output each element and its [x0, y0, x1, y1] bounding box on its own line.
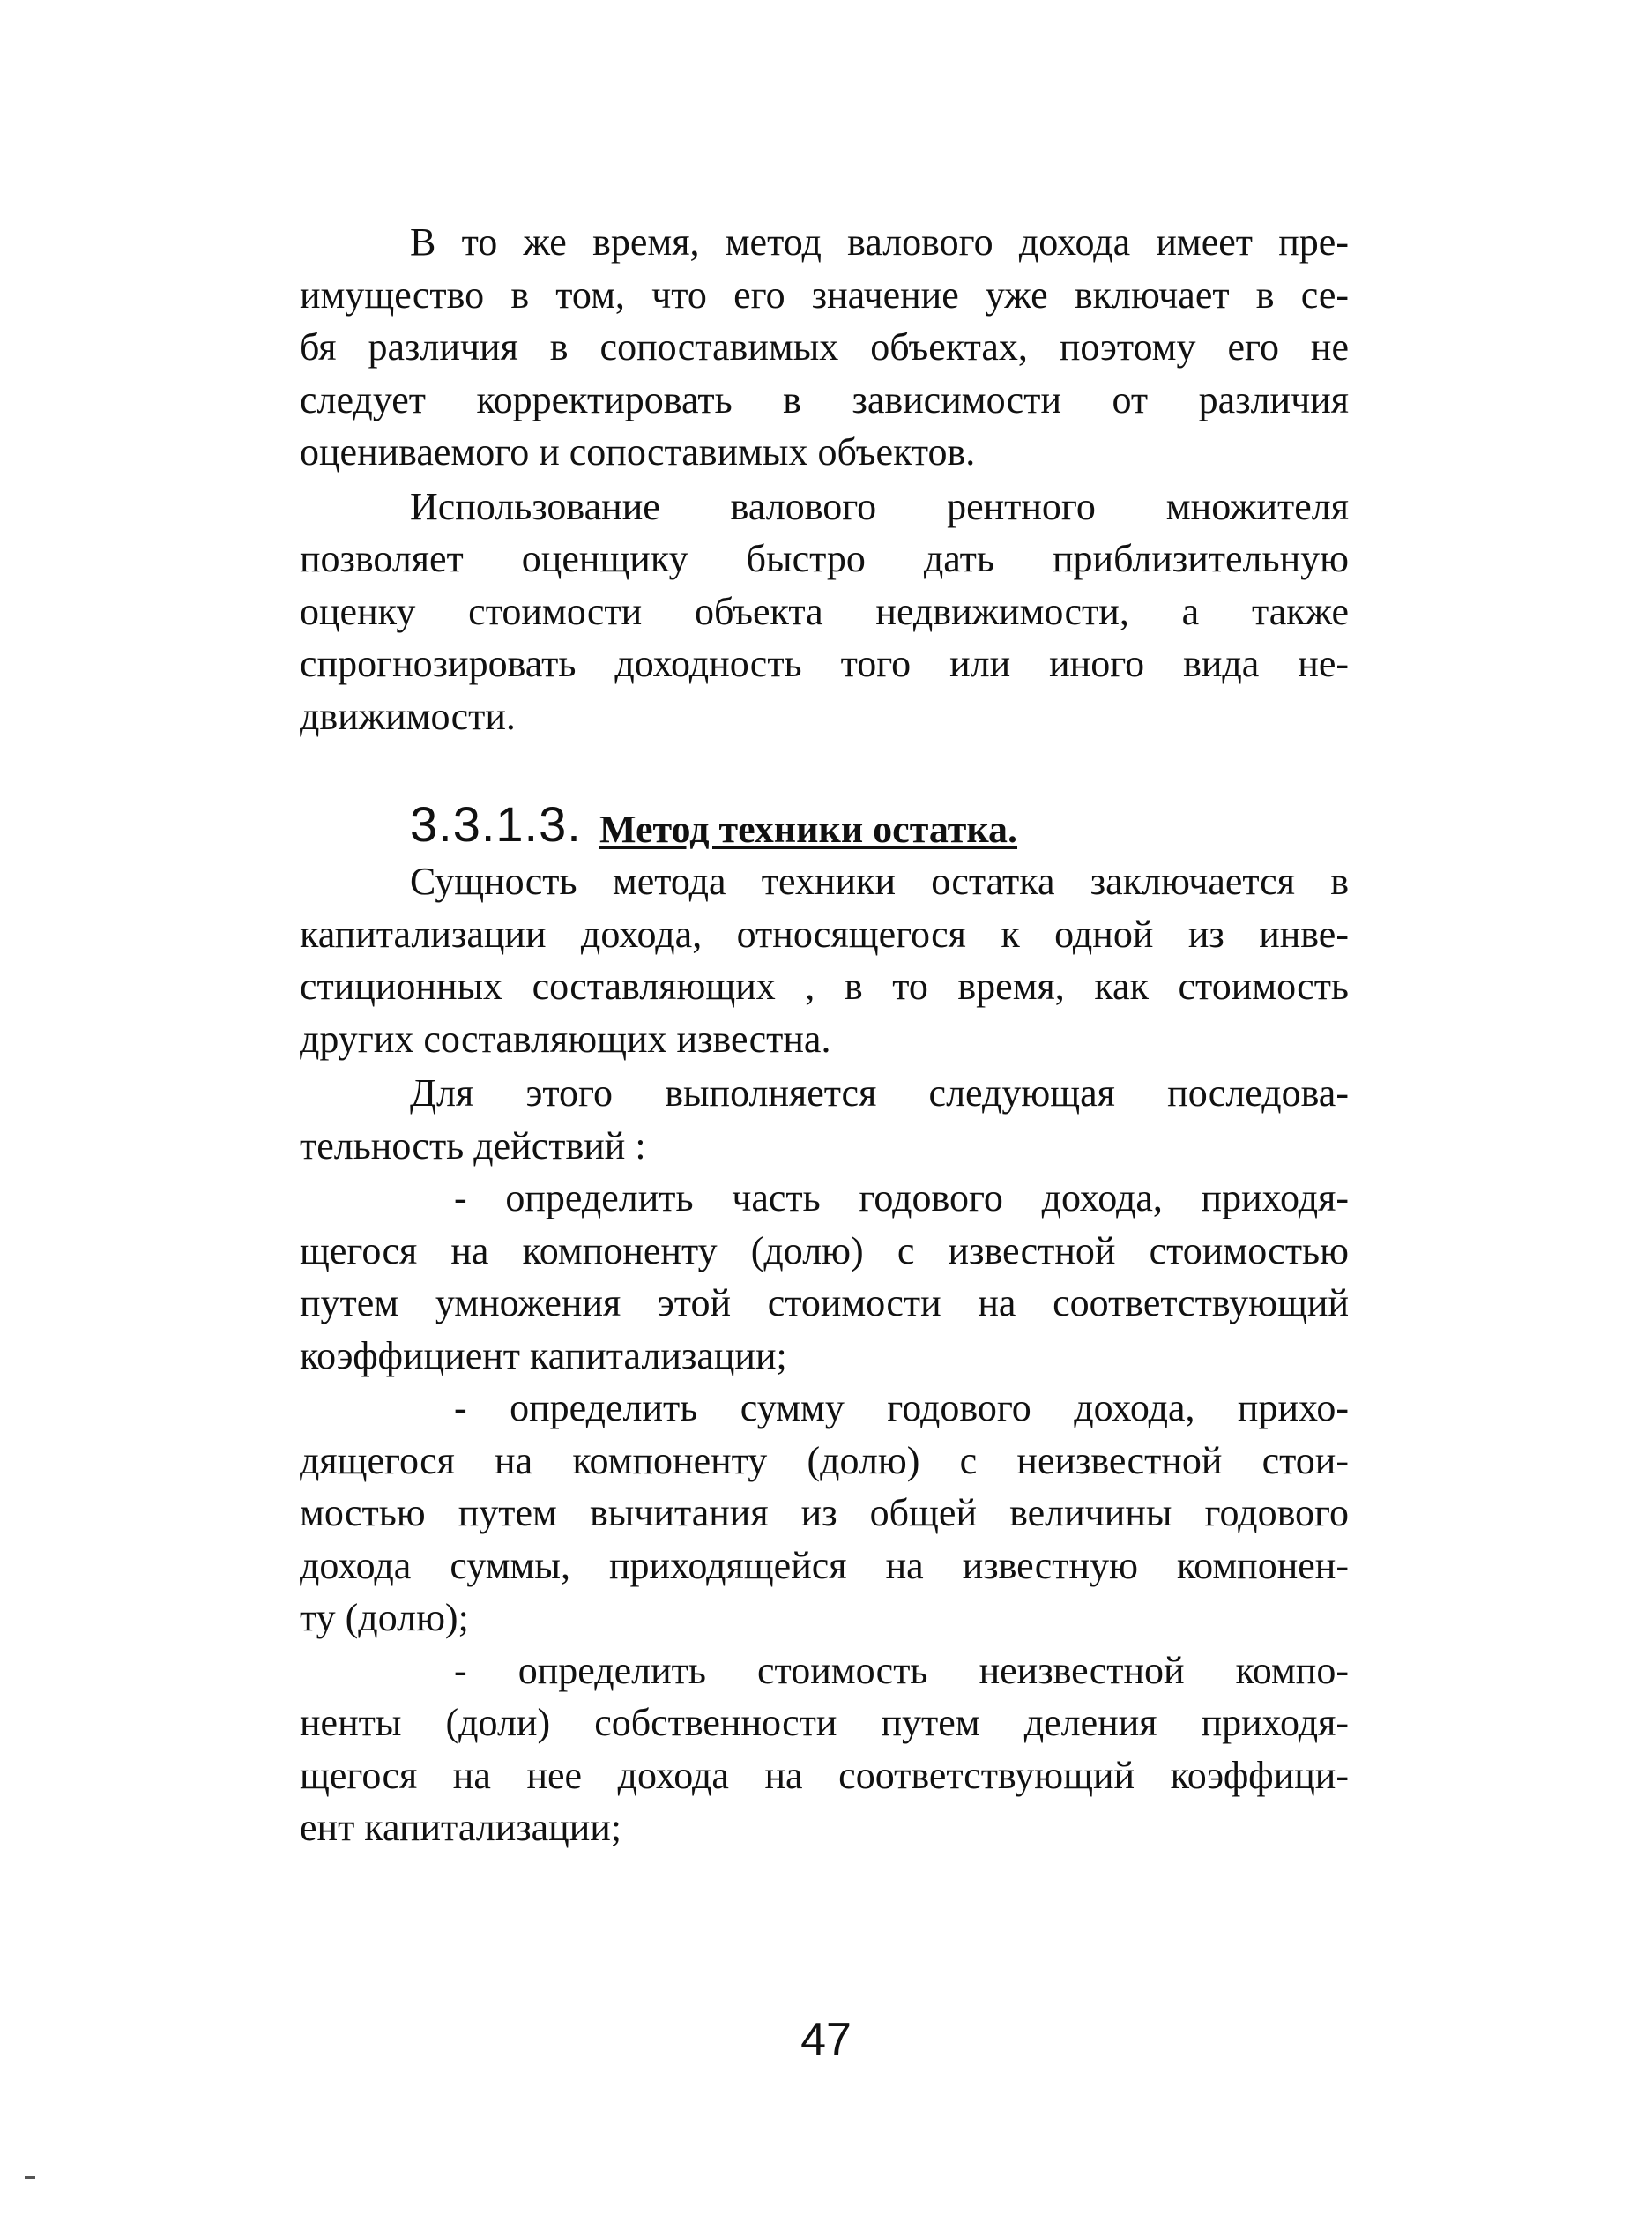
- paragraph-rent-multiplier: [300, 481, 1349, 743]
- text-line: Сущность метода техники остатка заключается в: [410, 860, 1349, 903]
- paragraph-gross-income-advantage: [300, 216, 1349, 479]
- text-line: ненты (доли) собственности путем деления приходя-: [300, 1701, 1349, 1744]
- scan-artifact-mark: [25, 2176, 35, 2179]
- text-line: ент капитализации;: [300, 1806, 622, 1849]
- section-number: 3.3.1.3.: [410, 796, 582, 852]
- text-line: дохода суммы, приходящейся на известную компонен-: [300, 1543, 1349, 1587]
- text-line: Для этого выполняется следующая последова-: [410, 1071, 1349, 1115]
- list-item: [300, 1644, 1349, 1854]
- text-line: следует корректировать в зависимости от различия: [300, 377, 1349, 421]
- section-heading: [300, 794, 1349, 855]
- page-number: 47: [800, 2014, 852, 2065]
- text-line: путем умножения этой стоимости на соответствующий: [300, 1281, 1349, 1324]
- section-title: Метод техники остатка.: [599, 808, 1018, 851]
- text-line: щегося на нее дохода на соответствующий коэффици-: [300, 1753, 1349, 1797]
- text-line: оценку стоимости объекта недвижимости, а также: [300, 589, 1349, 633]
- paragraph-sequence-intro: [300, 1067, 1349, 1172]
- text-line: спрогнозировать доходность того или иного вида не-: [300, 642, 1349, 685]
- text-line: оцениваемого и сопоставимых объектов.: [300, 430, 976, 474]
- text-line: Использование валового рентного множителя: [410, 484, 1349, 528]
- text-line: В то же время, метод валового дохода имеет пре-: [410, 220, 1349, 264]
- text-line: тельность действий :: [300, 1123, 646, 1167]
- text-line: мостью путем вычитания из общей величины годового: [300, 1491, 1349, 1534]
- text-line: - определить стоимость неизвестной компо-: [454, 1648, 1349, 1692]
- text-line: позволяет оценщику быстро дать приблизительную: [300, 537, 1349, 580]
- text-line: коэффициент капитализации;: [300, 1333, 787, 1377]
- text-line: дящегося на компоненту (долю) с неизвестной стои-: [300, 1438, 1349, 1482]
- text-line: - определить часть годового дохода, приходя-: [454, 1176, 1349, 1219]
- text-line: щегося на компоненту (долю) с известной стоимостью: [300, 1228, 1349, 1272]
- text-line: бя различия в сопоставимых объектах, поэтому его не: [300, 325, 1349, 369]
- text-line: ту (долю);: [300, 1596, 469, 1639]
- text-line: других составляющих известна.: [300, 1017, 831, 1061]
- text-line: - определить сумму годового дохода, прихо-: [454, 1386, 1349, 1429]
- text-line: имущество в том, что его значение уже включает в се-: [300, 272, 1349, 317]
- text-line: стиционных составляющих , в то время, как стоимость: [300, 965, 1349, 1008]
- paragraph-residual-technique-essence: [300, 855, 1349, 1065]
- text-line: движимости.: [300, 694, 516, 738]
- text-line: капитализации дохода, относящегося к одной из инве-: [300, 912, 1349, 956]
- list-item: [300, 1382, 1349, 1644]
- list-item: [300, 1172, 1349, 1382]
- page-body: [300, 216, 1349, 1854]
